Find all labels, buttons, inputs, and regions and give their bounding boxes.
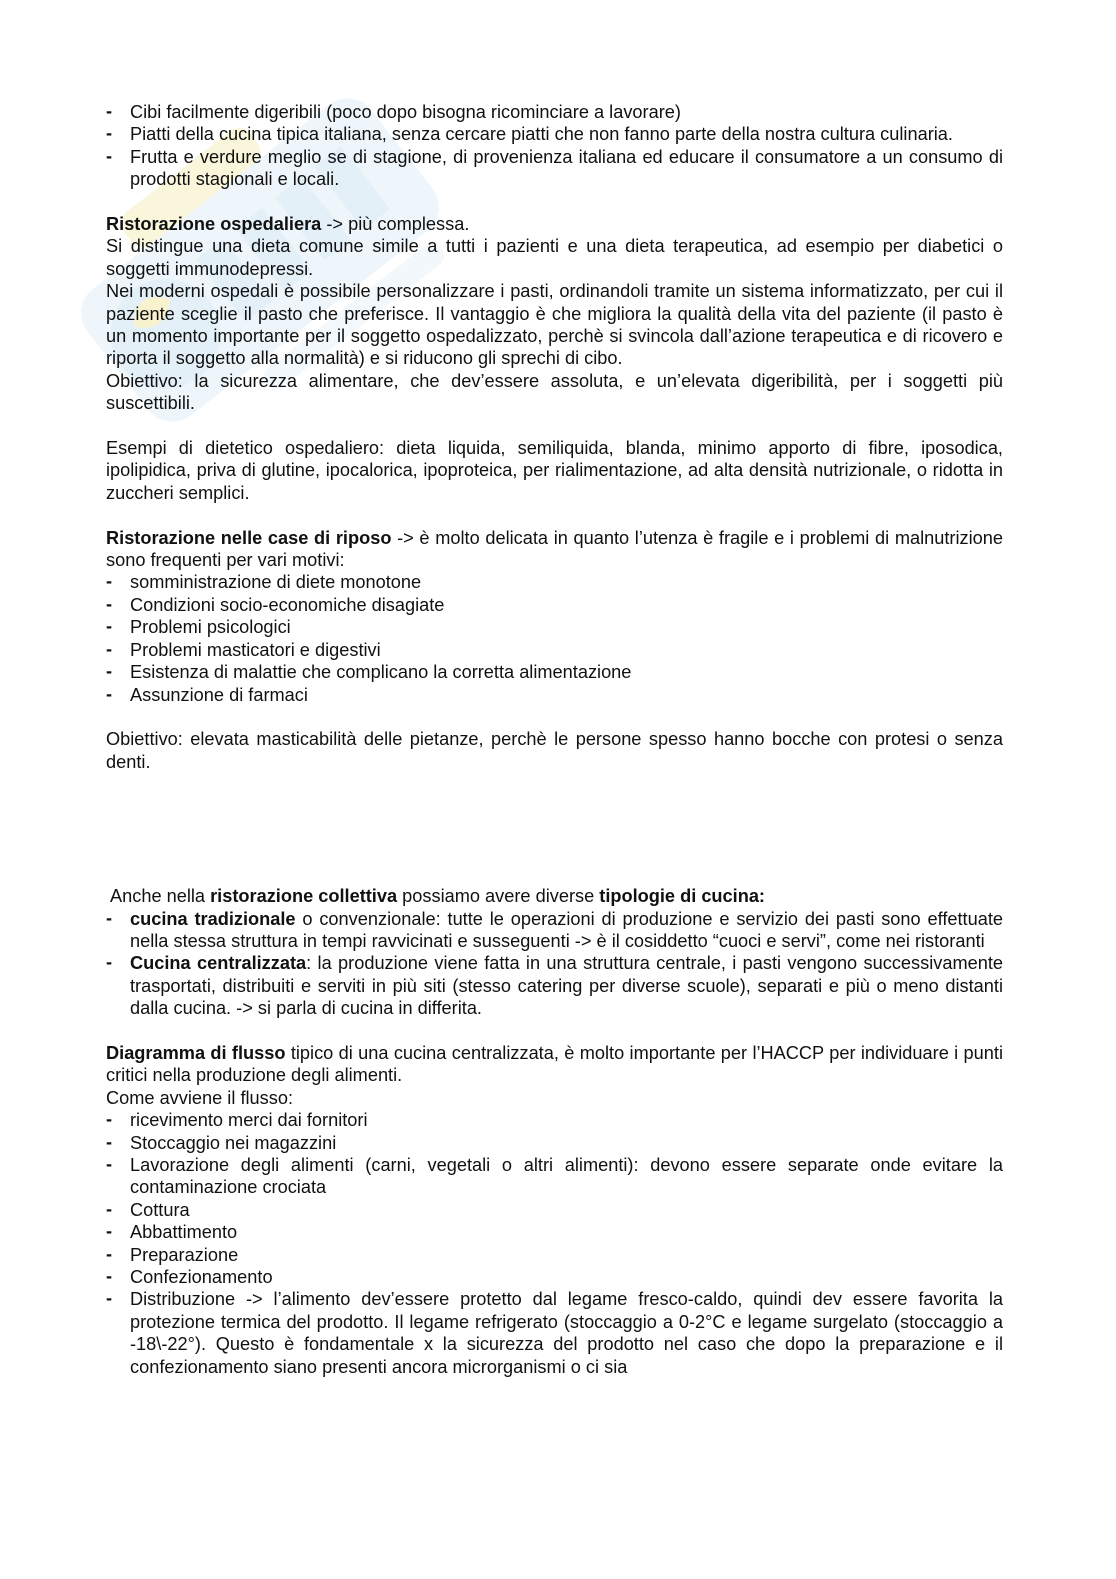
list-item: - Confezionamento xyxy=(106,1266,1003,1288)
heading-rest: tipico di una cucina centralizzata, è molto importante per l’HACCP per individuare i punti critici nella produzione degli alimenti. xyxy=(106,1042,1003,1086)
list-item: - Esistenza di malattie che complicano la corretta alimentazione xyxy=(106,661,1003,683)
list-item xyxy=(106,908,1003,953)
paragraph: Esempi di dietetico ospedaliero: dieta liquida, semiliquida, blanda, minimo apporto di fibre, iposodica, ipolipidica, priva di glutine, ipocalorica, ipoproteica, per rialimentazione, ad alta densità nutrizionale, o ridotta in zuccheri semplici. xyxy=(106,438,1003,503)
heading-bold: Ristorazione nelle case di riposo xyxy=(106,527,392,548)
list-item: - Lavorazione degli alimenti (carni, vegetali o altri alimenti): devono essere separate onde evitare la contaminazione crociata xyxy=(106,1154,1003,1199)
list-item xyxy=(106,952,1003,1019)
list-item: - Preparazione xyxy=(106,1244,1003,1266)
paragraph: Come avviene il flusso: xyxy=(106,1087,294,1108)
list-item: - somministrazione di diete monotone xyxy=(106,571,1003,593)
section-riposo-heading xyxy=(106,527,1003,572)
intro-list xyxy=(106,101,1003,191)
list-item: - Cottura xyxy=(106,1199,1003,1221)
list-item: - Problemi masticatori e digestivi xyxy=(106,639,1003,661)
flusso-list xyxy=(106,1109,1003,1378)
term-desc: o convenzionale: tutte le operazioni di produzione e servizio dei pasti sono effettuate nella stessa struttura in tempi ravvicinati e susseguenti -> è il cosiddetto “cuoci e servi”, come nei ristoranti xyxy=(130,908,1003,951)
document-page xyxy=(106,101,1003,1378)
heading-bold: Diagramma di flusso xyxy=(106,1042,286,1063)
heading-bold: Ristorazione ospedaliera xyxy=(106,214,322,235)
cucina-list xyxy=(106,908,1003,1020)
list-item: - Frutta e verdure meglio se di stagione, di provenienza italiana ed educare il consumatore a un consumo di prodotti stagionali e locali. xyxy=(106,146,1003,191)
list-item: - Cibi facilmente digeribili (poco dopo bisogna ricominciare a lavorare) xyxy=(106,101,1003,123)
list-item: - Piatti della cucina tipica italiana, senza cercare piatti che non fanno parte della nostra cultura culinaria. xyxy=(106,123,1003,145)
text-bold: tipologie di cucina: xyxy=(599,886,765,907)
section-flusso-heading xyxy=(106,1042,1003,1087)
riposo-list xyxy=(106,571,1003,705)
text-run: possiamo avere diverse xyxy=(397,886,600,907)
term-bold: Cucina centralizzata xyxy=(130,953,307,974)
list-item: - Problemi psicologici xyxy=(106,616,1003,638)
paragraph: Obiettivo: elevata masticabilità delle pietanze, perchè le persone spesso hanno bocche con protesi o senza denti. xyxy=(106,729,1003,772)
list-item: - Distribuzione -> l’alimento dev’essere protetto dal legame fresco-caldo, quindi dev essere favorita la protezione termica del prodotto. Il legame refrigerato (stoccaggio a 0-2°C e legame surgelato (stoccaggio a -18\-22°). Questo è fondamentale x la sicurezza del prodotto nel caso che dopo la preparazione e il confezionamento siano presenti ancora microrganismi o ci sia xyxy=(106,1288,1003,1378)
list-item: - ricevimento merci dai fornitori xyxy=(106,1109,1003,1131)
section-ospedaliera-heading xyxy=(106,213,1003,235)
text-run: Anche nella xyxy=(110,886,211,907)
term-bold: cucina tradizionale xyxy=(130,908,296,929)
list-item: - Condizioni socio-economiche disagiate xyxy=(106,594,1003,616)
text-bold: ristorazione collettiva xyxy=(210,886,398,907)
paragraph: Obiettivo: la sicurezza alimentare, che dev’essere assoluta, e un’elevata digeribilità, per i soggetti più suscettibili. xyxy=(106,370,1003,414)
heading-rest: -> più complessa. xyxy=(321,214,470,235)
cucina-intro xyxy=(106,885,1003,907)
paragraph: Si distingue una dieta comune simile a tutti i pazienti e una dieta terapeutica, ad esempio per diabetici o soggetti immunodepressi. xyxy=(106,236,1003,279)
list-item: - Stoccaggio nei magazzini xyxy=(106,1132,1003,1154)
term-desc: : la produzione viene fatta in una struttura centrale, i pasti vengono successivamente trasportati, distribuiti e serviti in più siti (stesso catering per diverse scuole), separati e più o meno distanti dalla cucina. -> si parla di cucina in differita. xyxy=(130,953,1004,1019)
paragraph: Nei moderni ospedali è possibile personalizzare i pasti, ordinandoli tramite un sistema informatizzato, per cui il paziente sceglie il pasto che preferisce. Il vantaggio è che migliora la qualità della vita del paziente (il pasto è un momento importante per il soggetto ospedalizzato, perchè si svincola dall’azione terapeutica e di ricovero e riporta il soggetto alla normalità) e si riducono gli sprechi di cibo. xyxy=(106,281,1003,369)
list-item: - Abbattimento xyxy=(106,1221,1003,1243)
list-item: - Assunzione di farmaci xyxy=(106,684,1003,706)
heading-rest: -> è molto delicata in quanto l’utenza è fragile e i problemi di malnutrizione sono frequenti per vari motivi: xyxy=(106,527,1003,571)
